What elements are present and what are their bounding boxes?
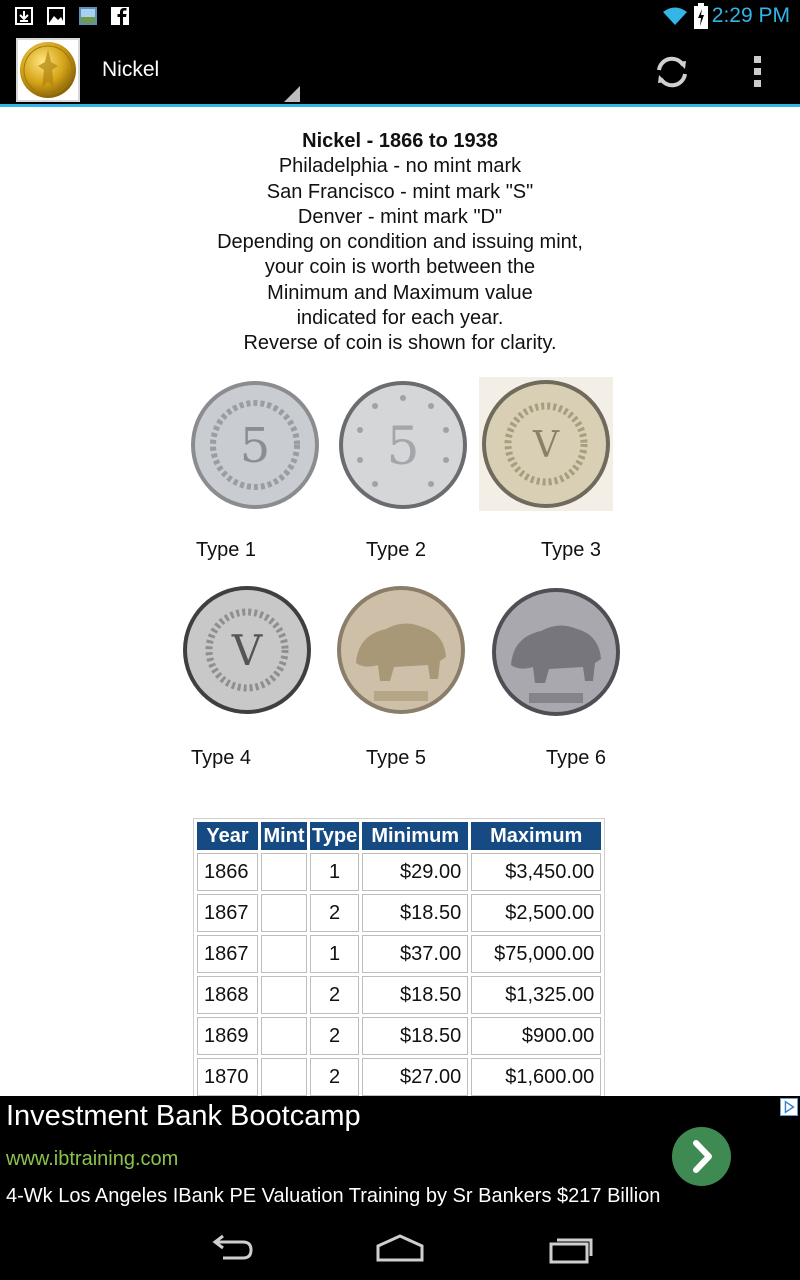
action-bar — [0, 34, 800, 106]
cell-mint — [261, 1017, 307, 1055]
cell-maximum: $1,600.00 — [471, 1058, 601, 1096]
svg-text:V: V — [533, 425, 559, 466]
cell-maximum: $75,000.00 — [471, 935, 601, 973]
clock: 2:29 PM — [711, 4, 790, 27]
app-logo-coin — [18, 40, 78, 100]
coin-image-type-6 — [489, 585, 623, 719]
cell-minimum: $37.00 — [362, 935, 468, 973]
cell-type: 2 — [310, 1058, 359, 1096]
cell-year: 1869 — [197, 1017, 258, 1055]
app-logo[interactable] — [16, 38, 80, 102]
cell-type: 1 — [310, 853, 359, 891]
table-row — [197, 976, 601, 1014]
cell-mint — [261, 935, 307, 973]
refresh-icon[interactable] — [650, 50, 694, 94]
content-webview[interactable] — [0, 107, 800, 1096]
cell-mint — [261, 1058, 307, 1096]
coin-label-type-4: Type 4 — [191, 747, 252, 769]
coin-image-type-4 — [180, 583, 314, 717]
cell-mint — [261, 853, 307, 891]
cell-minimum: $18.50 — [362, 894, 468, 932]
cell-minimum: $29.00 — [362, 853, 468, 891]
column-header-minimum: Minimum — [362, 822, 468, 850]
cell-type: 2 — [310, 976, 359, 1014]
cell-maximum: $3,450.00 — [471, 853, 601, 891]
svg-text:5: 5 — [239, 418, 271, 474]
cell-type: 2 — [310, 1017, 359, 1055]
coin-label-type-2: Type 2 — [366, 539, 427, 561]
cell-year: 1866 — [197, 853, 258, 891]
cell-year: 1868 — [197, 976, 258, 1014]
photo-icon — [78, 6, 98, 26]
ad-title[interactable]: Investment Bank Bootcamp — [6, 1100, 361, 1132]
coin-image-type-2 — [336, 378, 470, 512]
ad-go-button[interactable] — [672, 1127, 731, 1186]
intro-text — [0, 129, 800, 357]
cell-maximum: $900.00 — [471, 1017, 601, 1055]
cell-minimum: $18.50 — [362, 1017, 468, 1055]
table-row — [197, 1017, 601, 1055]
coin-label-type-6: Type 6 — [546, 747, 607, 769]
table-row — [197, 1058, 601, 1096]
table-row — [197, 853, 601, 891]
cell-minimum: $27.00 — [362, 1058, 468, 1096]
column-header-mint: Mint — [261, 822, 307, 850]
cell-maximum: $1,325.00 — [471, 976, 601, 1014]
coin-values-table — [193, 818, 605, 1096]
table-header-row — [197, 822, 601, 850]
wifi-icon — [662, 6, 688, 26]
page-title[interactable]: Nickel — [102, 58, 160, 81]
status-bar — [0, 0, 800, 34]
coin-image-type-5 — [334, 583, 468, 717]
cell-year: 1867 — [197, 935, 258, 973]
table-row — [197, 935, 601, 973]
home-icon[interactable] — [372, 1230, 428, 1266]
intro-line: indicated for each year. — [296, 307, 504, 330]
column-header-type: Type — [310, 822, 359, 850]
intro-line: your coin is worth between the — [264, 256, 536, 279]
overflow-menu-icon[interactable] — [744, 52, 772, 92]
coin-label-type-1: Type 1 — [196, 539, 257, 561]
cell-type: 1 — [310, 935, 359, 973]
recent-apps-icon[interactable] — [543, 1230, 599, 1266]
image-icon — [46, 6, 66, 26]
table-row — [197, 894, 601, 932]
intro-heading: Nickel - 1866 to 1938 — [302, 130, 498, 152]
ad-description[interactable]: 4-Wk Los Angeles IBank PE Valuation Training by Sr Bankers $217 Billion — [6, 1185, 661, 1207]
navigation-bar — [0, 1216, 800, 1280]
intro-line: Depending on condition and issuing mint, — [217, 231, 583, 254]
cell-year: 1867 — [197, 894, 258, 932]
battery-icon — [694, 3, 708, 29]
cell-maximum: $2,500.00 — [471, 894, 601, 932]
column-header-year: Year — [197, 822, 258, 850]
coin-label-type-3: Type 3 — [541, 539, 602, 561]
intro-line: Philadelphia - no mint mark — [278, 155, 522, 178]
column-header-maximum: Maximum — [471, 822, 601, 850]
intro-line: Reverse of coin is shown for clarity. — [243, 332, 557, 355]
download-icon — [14, 6, 34, 26]
cell-year: 1870 — [197, 1058, 258, 1096]
back-icon[interactable] — [203, 1230, 259, 1266]
svg-text:5: 5 — [386, 417, 420, 477]
chevron-right-icon — [672, 1127, 731, 1186]
ad-choices-icon[interactable] — [780, 1098, 798, 1116]
cell-minimum: $18.50 — [362, 976, 468, 1014]
svg-text:V: V — [231, 626, 263, 675]
facebook-icon — [110, 6, 130, 26]
intro-line: Minimum and Maximum value — [267, 281, 533, 304]
spinner-dropdown-indicator[interactable] — [284, 86, 300, 102]
intro-line: San Francisco - mint mark "S" — [266, 180, 534, 203]
cell-type: 2 — [310, 894, 359, 932]
cell-mint — [261, 894, 307, 932]
ad-url[interactable]: www.ibtraining.com — [6, 1148, 179, 1170]
cell-mint — [261, 976, 307, 1014]
coin-image-type-1 — [188, 378, 322, 512]
coin-image-type-3 — [479, 377, 613, 511]
ad-banner[interactable] — [0, 1096, 800, 1216]
coin-label-type-5: Type 5 — [366, 747, 427, 769]
intro-line: Denver - mint mark "D" — [297, 205, 503, 228]
